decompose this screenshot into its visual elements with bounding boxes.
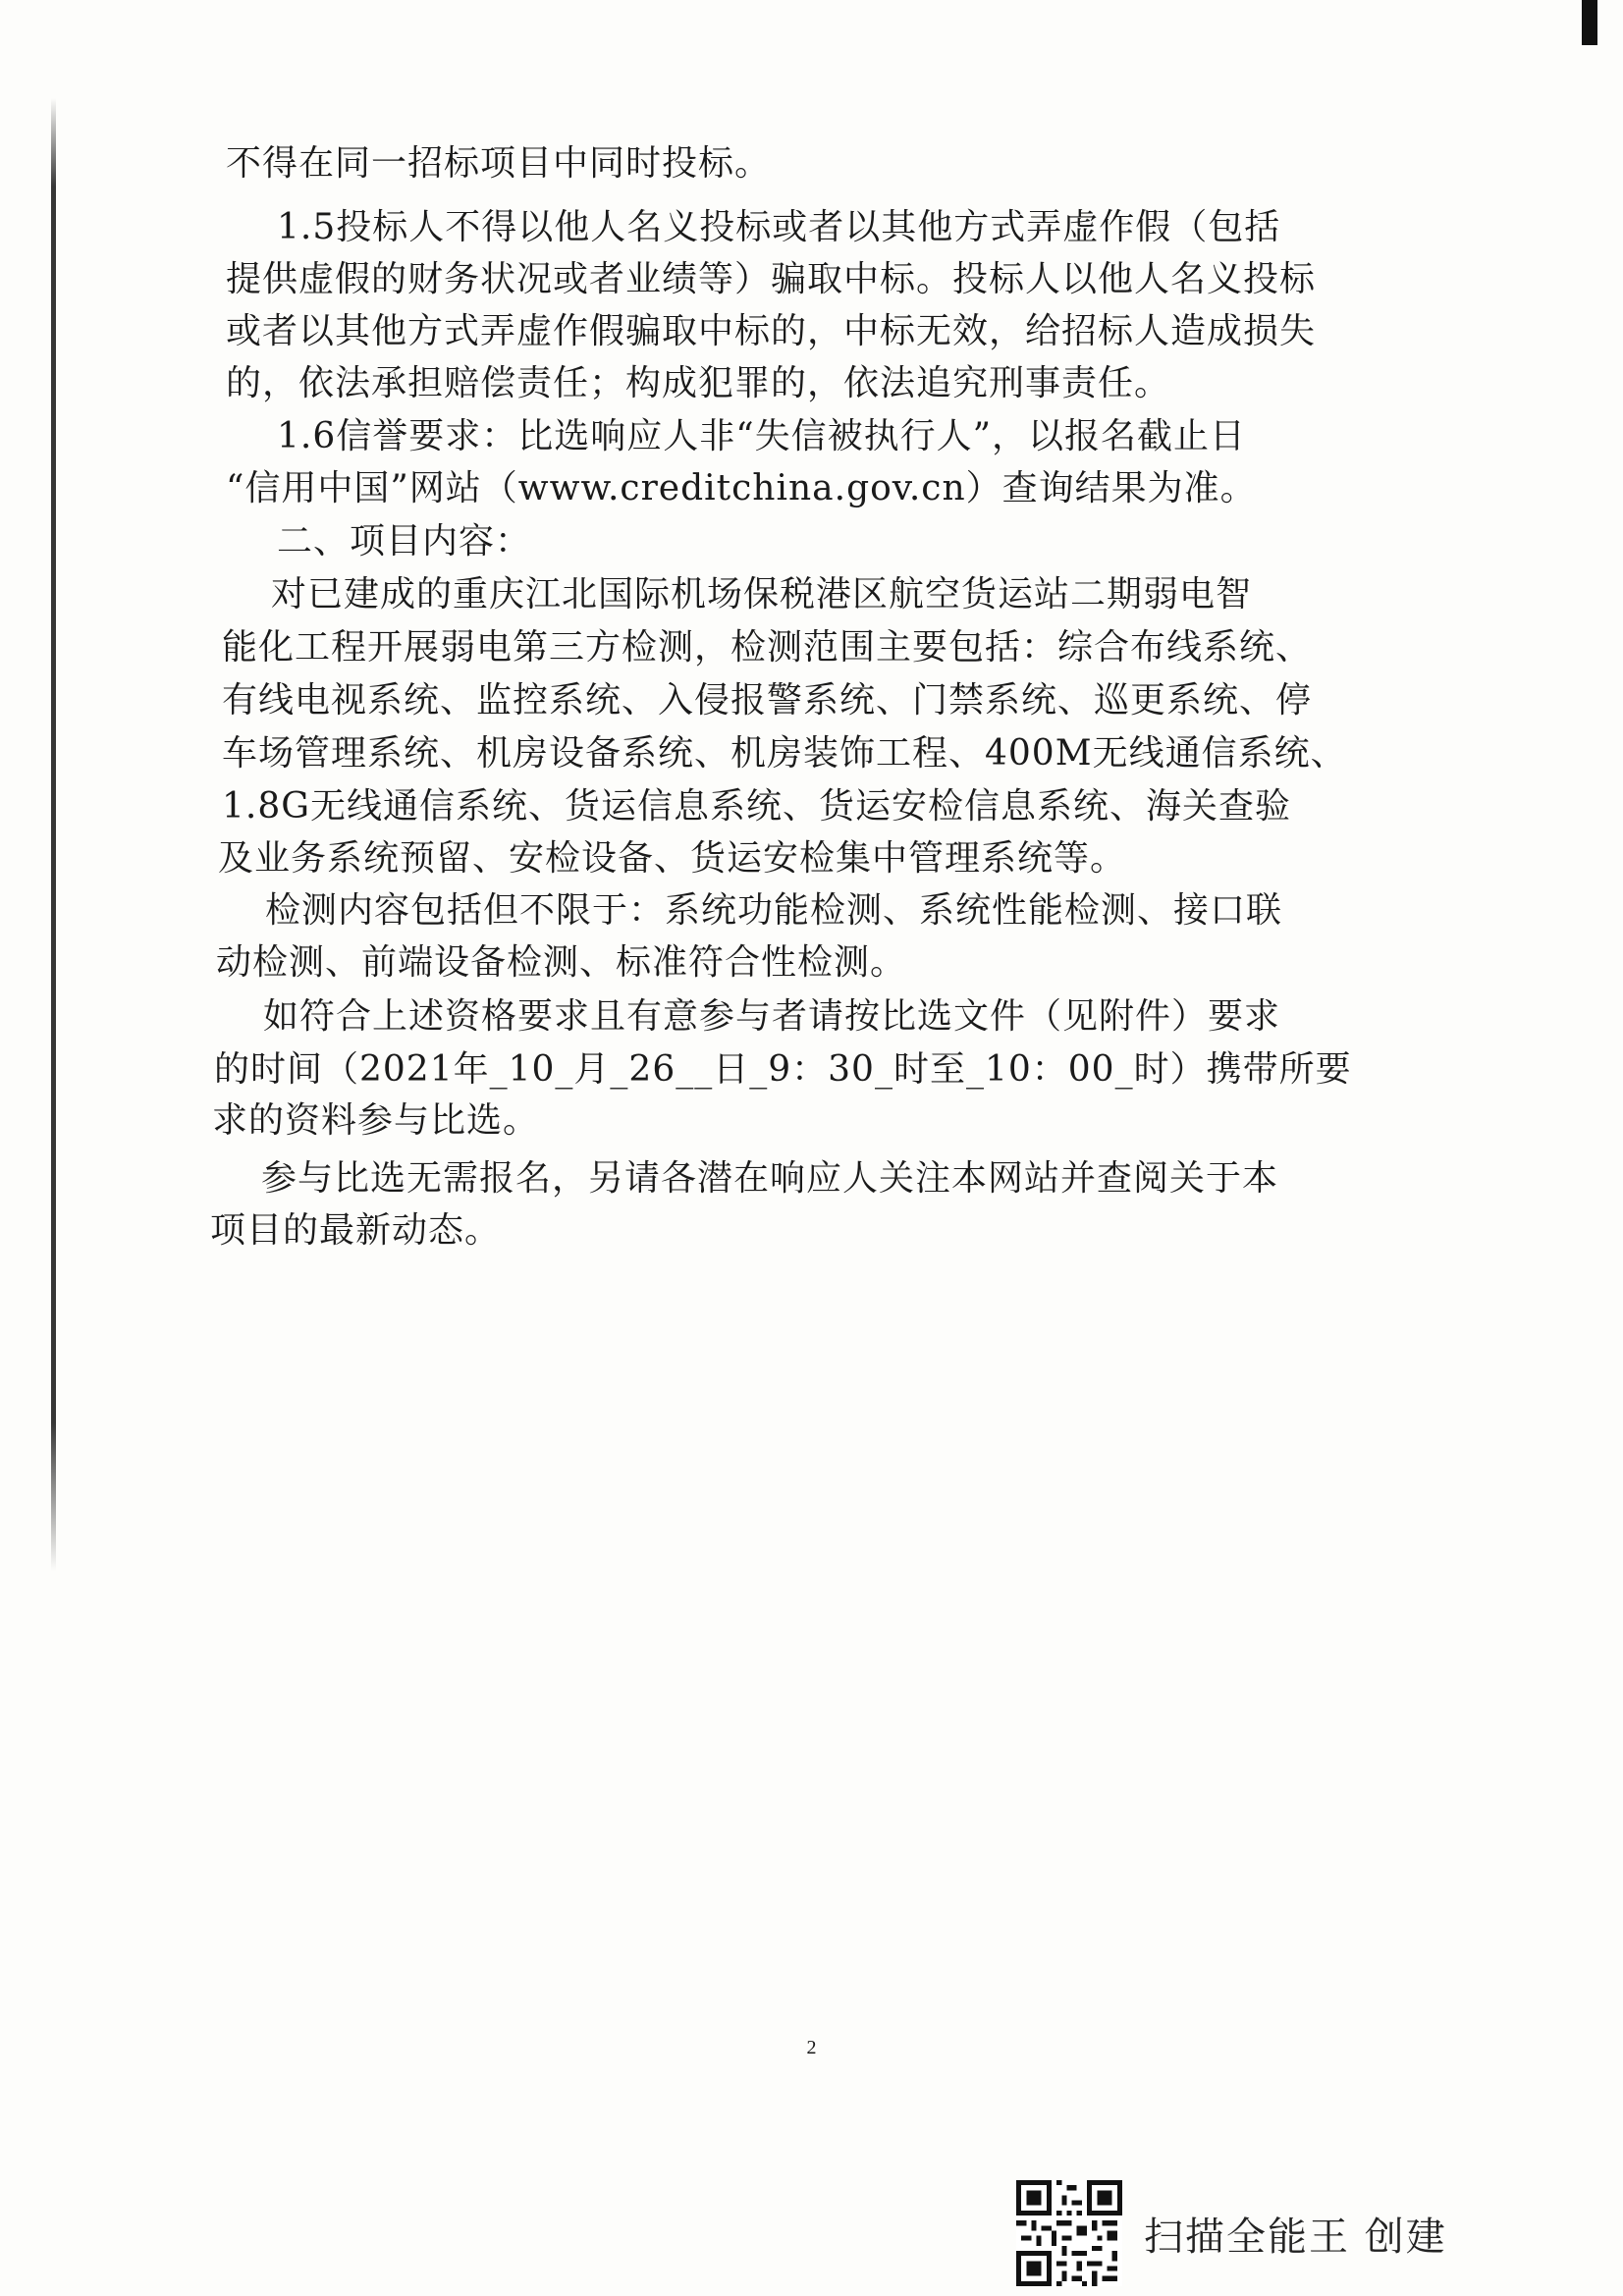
- text-line: 参与比选无需报名，另请各潜在响应人关注本网站并查阅关于本: [261, 1158, 1279, 1199]
- text-line: 1.6信誉要求：比选响应人非“失信被执行人”，以报名截止日: [277, 416, 1247, 456]
- scanner-watermark: [1016, 2179, 1447, 2287]
- page-number: 2: [806, 2037, 817, 2058]
- qr-code-icon: [1016, 2180, 1122, 2286]
- section-heading: 二、项目内容：: [277, 521, 532, 561]
- scan-edge-shadow: [51, 98, 56, 1571]
- text-line: 项目的最新动态。: [210, 1210, 502, 1251]
- scan-edge-corner: [1582, 0, 1597, 45]
- text-line: 动检测、前端设备检测、标准符合性检测。: [216, 942, 907, 983]
- text-line: 的，依法承担赔偿责任；构成犯罪的，依法追究刑事责任。: [226, 363, 1171, 403]
- text-line: 检测内容包括但不限于：系统功能检测、系统性能检测、接口联: [265, 890, 1283, 931]
- text-line: 如符合上述资格要求且有意参与者请按比选文件（见附件）要求: [263, 996, 1281, 1037]
- text-line: 能化工程开展弱电第三方检测，检测范围主要包括：综合布线系统、: [222, 627, 1313, 667]
- text-line: 提供虚假的财务状况或者业绩等）骗取中标。投标人以他人名义投标: [226, 259, 1317, 299]
- text-line: 求的资料参与比选。: [212, 1100, 540, 1141]
- text-line: 对已建成的重庆江北国际机场保税港区航空货运站二期弱电智: [271, 574, 1253, 614]
- text-line: 1.8G无线通信系统、货运信息系统、货运安检信息系统、海关查验: [222, 786, 1292, 827]
- text-line: “信用中国”网站（www.creditchina.gov.cn）查询结果为准。: [226, 468, 1257, 508]
- text-line: 车场管理系统、机房设备系统、机房装饰工程、400M无线通信系统、: [222, 733, 1347, 774]
- text-line: 1.5投标人不得以他人名义投标或者以其他方式弄虚作假（包括: [277, 207, 1281, 247]
- watermark-text: 扫描全能王 创建: [1144, 2214, 1447, 2260]
- text-line: 的时间（2021年_10_月_26__日_9：30_时至_10：00_时）携带所要: [214, 1049, 1352, 1090]
- text-line: 及业务系统预留、安检设备、货运安检集中管理系统等。: [218, 838, 1127, 879]
- text-line: 或者以其他方式弄虚作假骗取中标的，中标无效，给招标人造成损失: [226, 311, 1317, 351]
- text-line: 有线电视系统、监控系统、入侵报警系统、门禁系统、巡更系统、停: [222, 680, 1313, 721]
- text-line: 不得在同一招标项目中同时投标。: [226, 143, 772, 184]
